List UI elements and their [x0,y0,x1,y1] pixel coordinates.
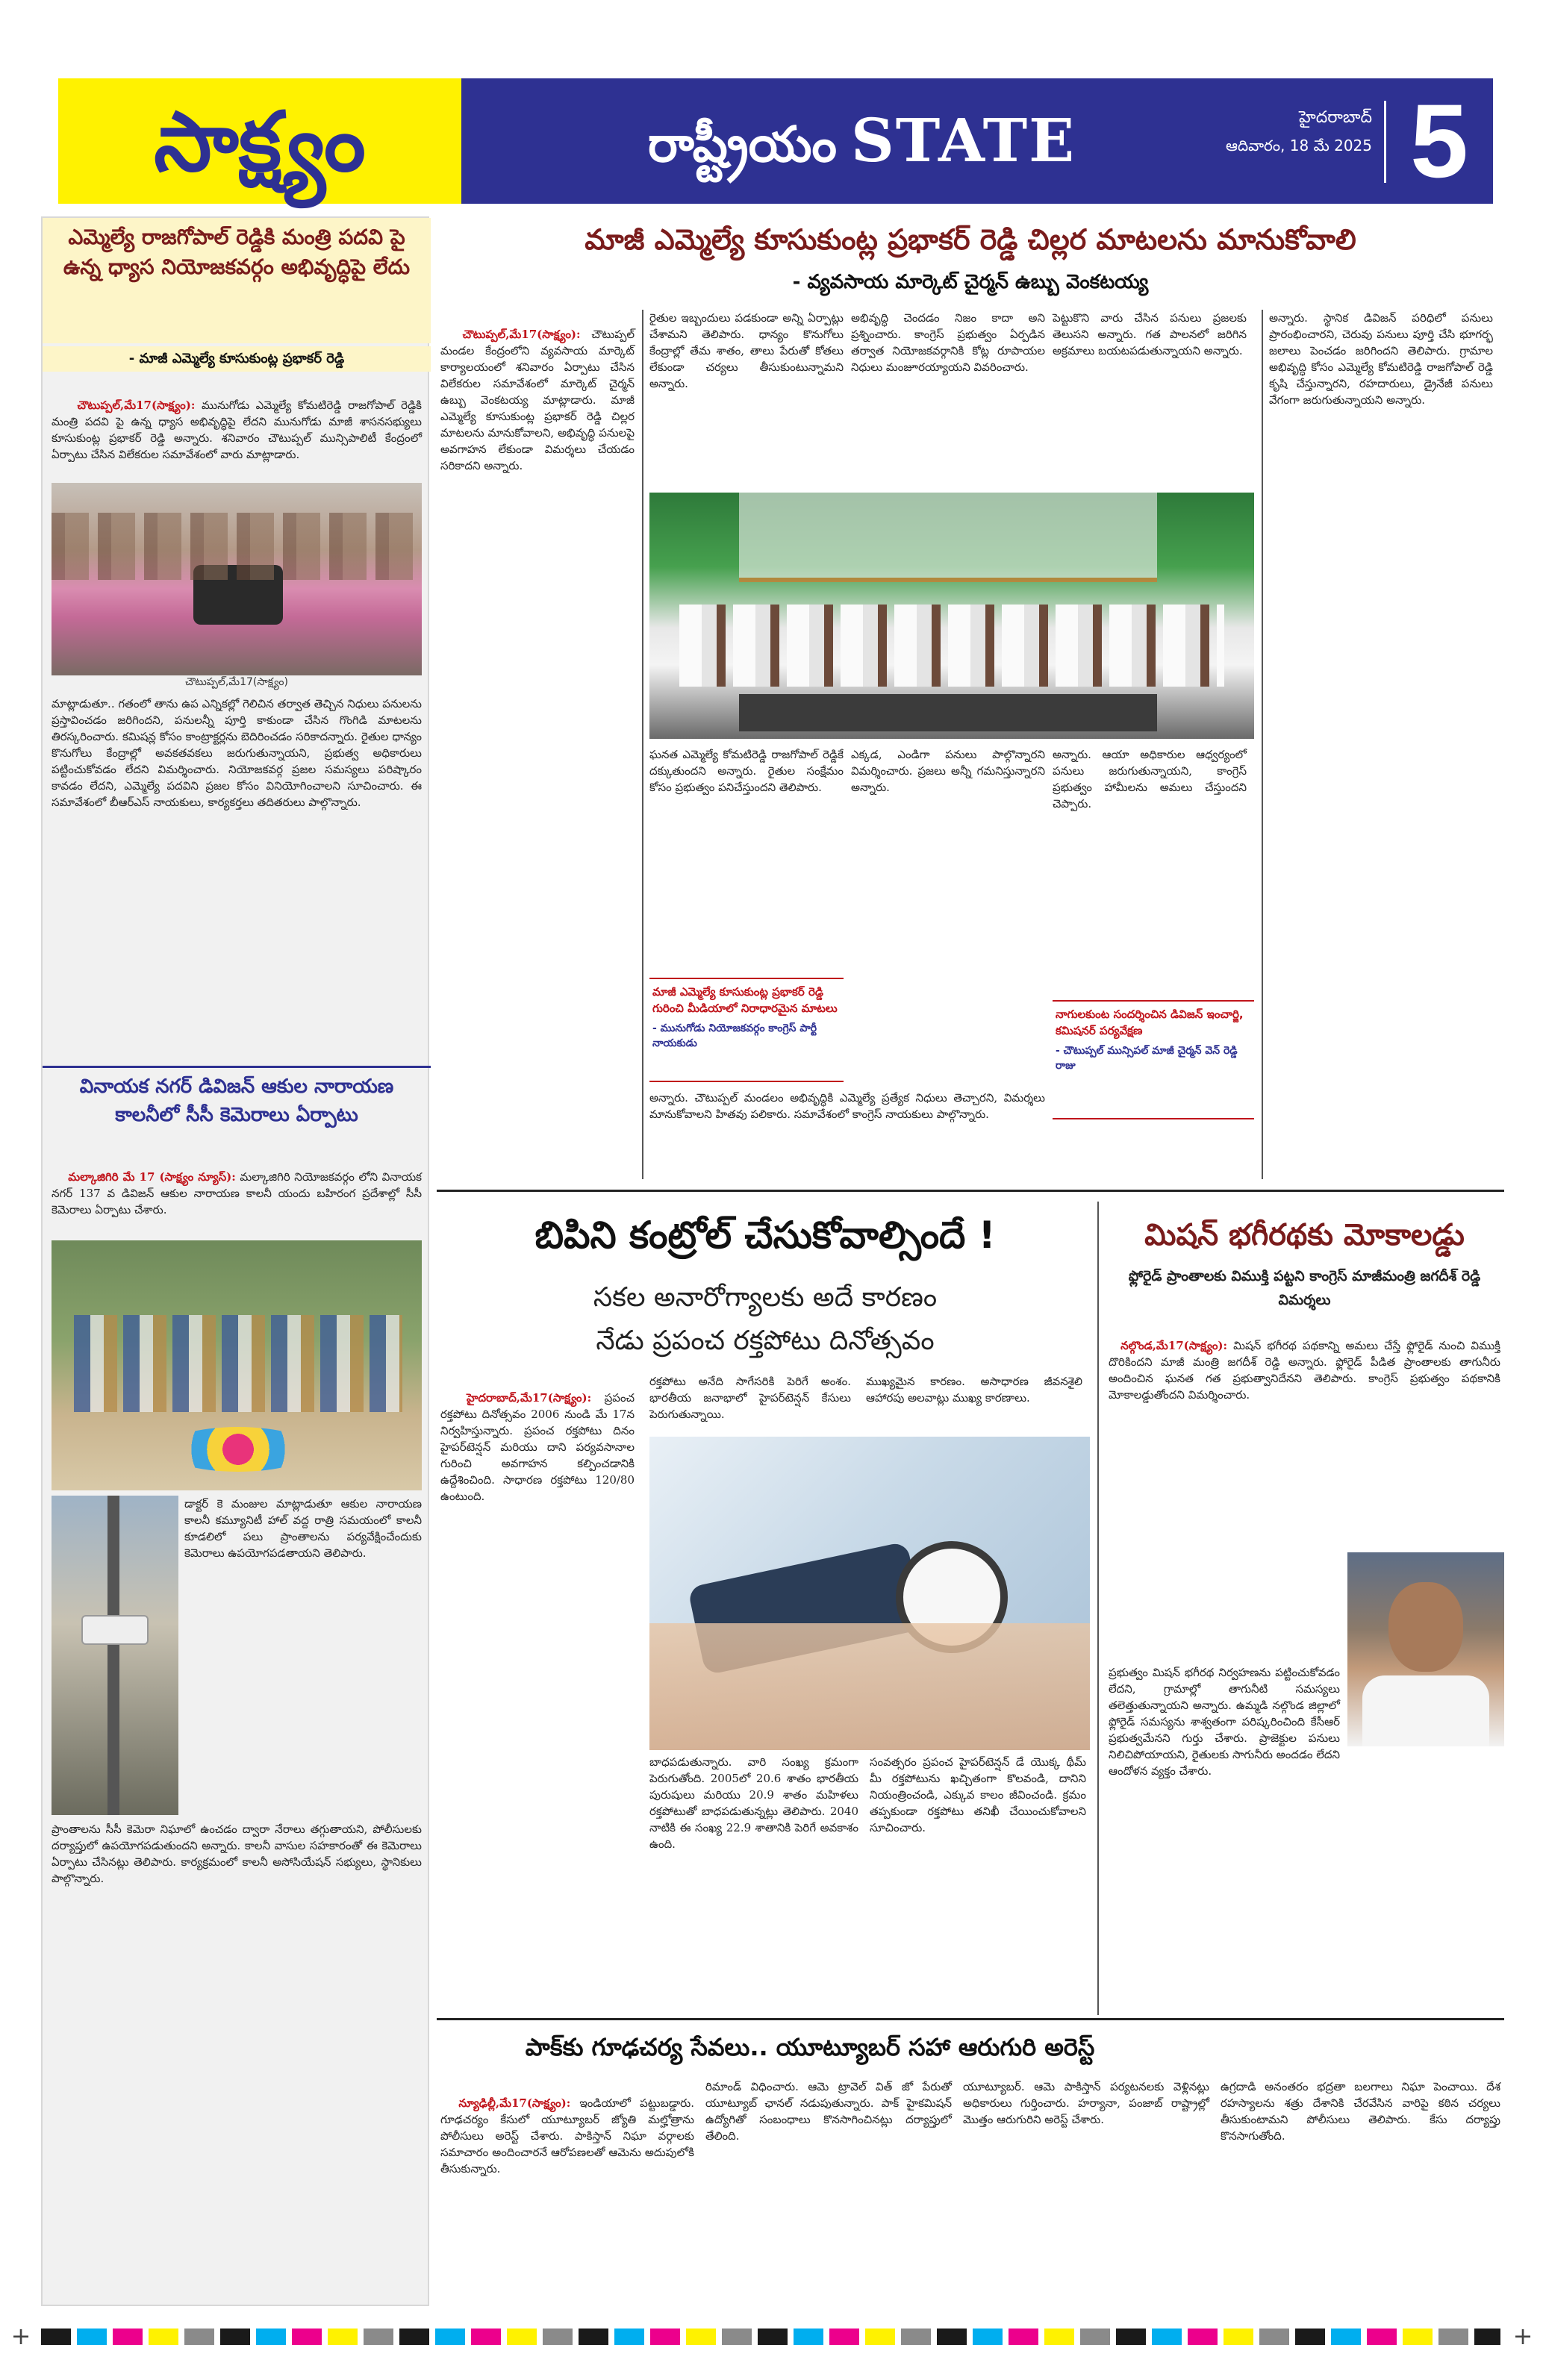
photo-group-people [74,1315,402,1412]
section-title-telugu: రాష్ట్రీయం [648,116,837,173]
arrest-headline: పాక్‌కు గూఢచర్య సేవలు.. యూట్యూబర్ సహా ఆరుగురి అరెస్ట్ [525,2033,1095,2061]
top-story-quote2 [1053,1000,1254,1119]
top-story-lower1: ఘనత ఎమ్మెల్యే కోమటిరెడ్డి రాజగోపాల్ రెడ్డికే దక్కుతుందని అన్నారు. రైతుల సంక్షేమం కోసం ప్రభుత్వం పనిచేస్తుందని తెలిపారు. [649,748,847,794]
bp-col1 [440,1373,638,1873]
section-title [648,99,1076,181]
photo-people-row [52,513,422,580]
left-story2-body1: డాక్టర్ కె మంజుల మాట్లాడుతూ ఆకుల నారాయణ కాలనీ కమ్యూనిటీ హాల్ వద్ద రాత్రి సమయంలో కాలనీ కూడలిలో పలు ప్రాంతాలను పర్యవేక్షించేందుకు కెమెరాలు ఉపయోగపడతాయని తెలిపారు. [184,1497,426,1560]
arrest-col3: యూట్యూబర్. ఆమె పాకిస్తాన్ పర్యటనలకు వెళ్లినట్లు అధికారులు గుర్తించారు. హర్యానా, పంజాబ్ రాష్ట్రాల్లో మొత్తం ఆరుగురిని అరెస్ట్ చేశారు. [963,2080,1213,2126]
section-divider [437,1190,1504,1192]
mission-photo [1347,1552,1504,1746]
footer-color-bar [41,2329,1500,2345]
left-story1-dateline: చౌటుప్పల్,మే17(సాక్ష్యం): [77,399,196,412]
quote2-text: నాగులకుంట సందర్శించిన డివిజన్ ఇంచార్జి, కమిషనర్ పర్యవేక్షణ [1056,1008,1244,1037]
top-story-headline: మాజీ ఎమ్మెల్యే కూసుకుంట్ల ప్రభాకర్ రెడ్డి చిల్లర మాటలను మానుకోవాలి [585,223,1356,256]
photo-portrait-face [1388,1582,1463,1672]
arrest-col2: రిమాండ్ విధించారు. ఆమె ట్రావెల్ విత్ జో పేరుతో యూట్యూబ్ ఛానల్ నడుపుతున్నారు. పాక్ హైకమిషన్ ఉద్యోగితో సంబంధాలు కొనసాగించినట్లు దర్యాప్తులో తేలింది. [705,2080,956,2143]
top-story-col5: అన్నారు. స్థానిక డివిజన్ పరిధిలో పనులు ప్రారంభించారని, చెరువు పనులు పూర్తి చేసి భూగర్భ జలాలు పెంచడం జరిగిందని తెలిపారు. గ్రామాల అభివృద్ధి కోసం ఎమ్మెల్యే కోమటిరెడ్డి రాజగోపాల్ రెడ్డి కృషి చేస్తున్నారని, రహదారులు, డ్రైనేజీ పనులు వేగంగా జరుగుతున్నాయని అన్నారు. [1269,311,1497,407]
masthead-divider [1384,101,1386,183]
left-story2-headline: వినాయక నగర్ డివిజన్ ఆకుల నారాయణ కాలనీలో సీసీ కెమెరాలు ఏర్పాటు [43,1066,431,1148]
col-rule [1262,310,1263,1179]
top-story-quote1 [649,978,844,1082]
top-story-col2: రైతుల ఇబ్బందులు పడకుండా అన్ని ఏర్పాట్లు చేశామని తెలిపారు. ధాన్యం కొనుగోలు కేంద్రాల్లో తేమ శాతం, తాలు పేరుతో కోతలు లేకుండా చర్యలు తీసుకుంటున్నామని అన్నారు. [649,311,847,390]
bp-col3: ముఖ్యమైన కారణం. అసాధారణ జీవనశైలి ఆహారపు అలవాట్లు ముఖ్య కారణాలు. [866,1375,1086,1405]
top-story-col4: పెట్టుకొని వారు చేసిన పనులు ప్రజలకు తెలుసని అన్నారు. గత పాలనలో జరిగిన అక్రమాలు బయటపడుతున్నాయని అన్నారు. [1053,311,1250,357]
photo-portrait-shirt [1362,1675,1489,1746]
top-story-byline: - వ్యవసాయ మార్కెట్ చైర్మన్ ఉబ్బు వెంకటయ్య [792,271,1149,293]
bp-dateline: హైదరాబాద్,మే17(సాక్ష్యం): [466,1391,592,1405]
bp-subheading-1: సకల అనారోగ్యాలకు అదే కారణం [593,1282,938,1313]
page-number: 5 [1410,82,1468,199]
left-story2-photo-pole [52,1496,178,1815]
quote1-text: మాజీ ఎమ్మెల్యే కూసుకుంట్ల ప్రభాకర్ రెడ్డి గురించి మీడియాలో నిరాధారమైన మాటలు [652,985,838,1015]
section-bar [461,78,1493,204]
left-story1-headline: ఎమ్మెల్యే రాజగోపాల్ రెడ్డికి మంత్రి పదవి పై ఉన్న ధ్యాస నియోజకవర్గం అభివృద్ధిపై లేదు [43,218,431,343]
left-story1-photo-caption: చౌటుప్పల్,మే17(సాక్ష్యం) [185,676,288,688]
section-title-english: STATE [851,105,1076,175]
top-story-lower3: అన్నారు. ఆయా అధికారుల ఆధ్వర్యంలో పనులు జరుగుతున్నాయని, కాంగ్రెస్ ప్రభుత్వం హామీలను అమలు చేస్తుందని చెప్పారు. [1053,748,1250,810]
bp-photo [649,1437,1090,1750]
logo: సాక్ష్యం [154,94,366,190]
top-story-col1 [440,310,638,1119]
quote1-by: - మునుగోడు నియోజకవర్గం కాంగ్రెస్ పార్టీ నాయకుడు [652,1022,817,1049]
logo-box [58,78,461,204]
photo-rangoli [163,1427,313,1472]
section-divider [437,2018,1504,2020]
bp-subheading-2: నేడు ప్రపంచ రక్తపోటు దినోత్సవం [596,1325,935,1356]
left-story2-dateline: మల్కాజిగిరి మే 17 (సాక్ష్యం న్యూస్): [68,1170,236,1184]
footer-left-mark: + [10,2322,31,2350]
left-story1-photo [52,483,422,675]
top-story-dateline: చౌటుప్పల్,మే17(సాక్ష్యం): [462,328,581,341]
arrest-col1-text: ఇండియాలో పట్టుబడ్డారు. గూఢచర్యం కేసులో యూట్యూబర్ జ్యోతి మల్హోత్రాను పోలీసులు అరెస్ట్ చేశారు. పాకిస్తాన్ నిఘా వర్గాలకు సమాచారం అందించారనే ఆరోపణలతో ఆమెను అదుపులోకి తీసుకున్నారు. [440,2096,698,2176]
bp-headline: బిపిని కంట్రోల్ చేసుకోవాల్సిందే ! [534,1214,996,1257]
mission-dateline: నల్గొండ,మే17(సాక్ష్యం): [1120,1339,1228,1352]
mission-subheading: ఫ్లోరైడ్ ప్రాంతాలకు విముక్తి పట్టని కాంగ్రెస్ మాజీమంత్రి జగదీశ్ రెడ్డి విమర్శలు [1128,1268,1481,1308]
left-story1-byline: - మాజీ ఎమ్మెల్యే కూసుకుంట్ల ప్రభాకర్ రెడ్డి [43,346,431,372]
left-story2-intro-text: మల్కాజిగిరి నియోజకవర్గం లోని వినాయక నగర్ 137 వ డివిజన్ ఆకుల నారాయణ కాలనీ యందు బహిరంగ ప్రదేశాల్లో సీసీ కెమెరాలు ఏర్పాటు చేశారు. [52,1170,426,1216]
mission-intro-text: మిషన్ భగీరథ పథకాన్ని అమలు చేస్తే ఫ్లోరైడ్ నుంచి విముక్తి దొరికిందని మాజీ మంత్రి జగదీశ్ రెడ్డి అన్నారు. ఫ్లోరైడ్ పీడిత ప్రాంతాలకు తాగునీరు అందించిన ఘనత గత ప్రభుత్వానిదేనని తెలిపారు. కాంగ్రెస్ ప్రభుత్వం పథకానికి మోకాలడ్డుతోందని విమర్శించారు. [1109,1339,1504,1402]
top-story-col3: అభివృద్ధి చెందడం నిజం కాదా అని ప్రశ్నించారు. కాంగ్రెస్ ప్రభుత్వం ఏర్పడిన తర్వాత నియోజకవర్గానికి కోట్ల రూపాయల నిధులు మంజూరయ్యాయని వివరించారు. [851,311,1049,374]
col-rule [642,310,643,1179]
top-story-col1-text: చౌటుప్పల్ మండల కేంద్రంలోని వ్యవసాయ మార్కెట్ కార్యాలయంలో శనివారం ఏర్పాటు చేసిన విలేకరుల సమావేశంలో మార్కెట్ చైర్మన్ ఉబ్బు వెంకటయ్య మాట్లాడారు. మాజీ ఎమ్మెల్యే కూసుకుంట్ల ప్రభాకర్ రెడ్డి చిల్లర మాటలను మానుకోవాలని, అభివృద్ధి పనులపై అవగాహన లేకుండా విమర్శలు చేయడం సరికాదని అన్నారు. [440,328,638,472]
photo-banner [739,493,1157,582]
photo-seated-row [679,605,1224,687]
left-story1-body: మాట్లాడుతూ.. గతంలో తాను ఉప ఎన్నికల్లో గెలిచిన తర్వాత తెచ్చిన నిధులు పనులను ప్రస్తావించడం జరిగిందని, పనులన్నీ పూర్తి కాకుండా చేసిన గొంగిడి మాటలను తిరస్కరించారు. కమిషన్ల కోసం కాంట్రాక్టర్లను బెదిరించడం సరికాదన్నారు. రైతుల ధాన్యం కొనుగోలు కేంద్రాల్లో అవకతవకలు జరుగుతున్నాయని, ప్రభుత్వ అధికారులు పట్టించుకోవడం లేదని విమర్శించారు. నియోజకవర్గ ప్రజల సమస్యలు పరిష్కారం కావడం లేదని, ఎమ్మెల్యే పదవిని ప్రజల కోసం వినియోగించాలని సూచించారు. ఈ సమావేశంలో బీఆర్ఎస్ నాయకులు, కార్యకర్తలు తదితరులు పాల్గొన్నారు. [52,697,426,809]
arrest-col4: ఉగ్రదాడి అనంతరం భద్రతా బలగాలు నిఘా పెంచాయి. దేశ రహస్యాలను శత్రు దేశానికి చేరవేసిన వారిపై కఠిన చర్యలు తీసుకుంటామని పోలీసులు తెలిపారు. కేసు దర్యాప్తు కొనసాగుతోంది. [1221,2080,1504,2143]
bp-lower2: సంవత్సరం ప్రపంచ హైపర్‌టెన్షన్ డే యొక్క థీమ్ మీ రక్తపోటును ఖచ్చితంగా కొలవండి, దానిని నియంత్రించండి, ఎక్కువ కాలం జీవించండి. క్రమం తప్పకుండా రక్తపోటు తనిఖీ చేయించుకోవాలని సూచించారు. [870,1755,1090,1834]
left-story1-intro-text: మునుగోడు ఎమ్మెల్యే కోమటిరెడ్డి రాజగోపాల్ రెడ్డికి మంత్రి పదవి పై ఉన్న ధ్యాస అభివృద్ధిపై లేదని మునుగోడు మాజీ శాసనసభ్యులు కూసుకుంట్ల ప్రభాకర్ రెడ్డి అన్నారు. శనివారం చౌటుప్పల్ మున్సిపాలిటీ కేంద్రంలో ఏర్పాటు చేసిన విలేకరుల సమావేశంలో వారు మాట్లాడారు. [52,399,426,461]
masthead [58,78,1493,204]
photo-pole [107,1496,119,1815]
photo-camera [81,1615,149,1645]
mission-body: ప్రభుత్వం మిషన్ భగీరథ నిర్వహణను పట్టించుకోవడం లేదని, గ్రామాల్లో తాగునీటి సమస్యలు తలెత్తుతున్నాయని అన్నారు. ఉమ్మడి నల్గొండ జిల్లాలో ఫ్లోరైడ్ సమస్యను శాశ్వతంగా పరిష్కరించింది కేసీఆర్ ప్రభుత్వమేనని గుర్తు చేశారు. ప్రాజెక్టుల పనులు నిలిచిపోయాయని, రైతులకు సాగునీరు అందడం లేదని ఆందోళన వ్యక్తం చేశారు. [1109,1666,1344,1778]
bp-col1-text: ప్రపంచ రక్తపోటు దినోత్సవం 2006 నుండి మే 17న నిర్వహిస్తున్నారు. ప్రపంచ రక్తపోటు దినం హైపర్‌టెన్షన్ మరియు దాని పర్యవసానాల గురించి అవగాహన కల్పించడానికి ఉద్దేశించింది. సాధారణ రక్తపోటు 120/80 ఉంటుంది. [440,1391,638,1503]
top-story-photo [649,493,1254,739]
top-story-lower4: అన్నారు. చౌటుప్పల్ మండలం అభివృద్ధికి ఎమ్మెల్యే ప్రత్యేక నిధులు తెచ్చారని, విమర్శలు మానుకోవాలని హితవు పలికారు. సమావేశంలో కాంగ్రెస్ నాయకులు పాల్గొన్నారు. [649,1091,1049,1121]
issue-date: ఆదివారం, 18 మే 2025 [1226,137,1372,154]
left-story1-intro [52,381,426,479]
bp-lower1: బాధపడుతున్నారు. వారి సంఖ్య క్రమంగా పెరుగుతోంది. 2005లో 20.6 శాతం భారతీయ పురుషులు మరియు 20.9 శాతం మహిళలు రక్తపోటుతో బాధపడుతున్నట్లు తెలిపారు. 2040 నాటికి ఈ సంఖ్య 22.9 శాతానికి పెరిగే అవకాశం ఉంది. [649,1755,862,1851]
bp-col2: రక్తపోటు అనేది సాగేసరికి పెరిగే అంశం. భారతీయ జనాభాలో హైపర్‌టెన్షన్ కేసులు పెరుగుతున్నాయి. [649,1375,855,1421]
top-story-lower2: ఎక్కడ, ఎండిగా పనులు పాల్గొన్నారని విమర్శించారు. ప్రజలు అన్నీ గమనిస్తున్నారని అన్నారు. [851,748,1049,794]
footer-right-mark: + [1512,2322,1533,2350]
mission-headline: మిషన్ భగీరథకు మోకాలడ్డు [1144,1218,1465,1252]
photo-table [739,694,1157,731]
left-column [41,216,429,2306]
arrest-col1 [440,2078,698,2317]
left-story2-intro [52,1152,426,1236]
photo-skin [649,1623,1090,1750]
col-rule [1097,1202,1099,2015]
city: హైదరాబాద్ [1299,108,1372,127]
arrest-dateline: న్యూఢిల్లీ,మే17(సాక్ష్యం): [458,2096,571,2110]
left-story2-body2: ప్రాంతాలను సీసీ కెమెరా నిఘాలో ఉంచడం ద్వారా నేరాలు తగ్గుతాయని, పోలీసులకు దర్యాప్తులో ఉపయోగపడుతుందని అన్నారు. కాలనీ వాసుల సహకారంతో ఈ కెమెరాలు ఏర్పాటు చేసినట్లు తెలిపారు. కార్యక్రమంలో కాలనీ అసోసియేషన్ సభ్యులు, స్థానికులు పాల్గొన్నారు. [52,1823,426,1885]
quote2-by: - చౌటుప్పల్ మున్సిపల్ మాజీ చైర్మన్ వెన్ రెడ్డి రాజు [1056,1045,1238,1072]
left-story2-photo-group [52,1240,422,1490]
